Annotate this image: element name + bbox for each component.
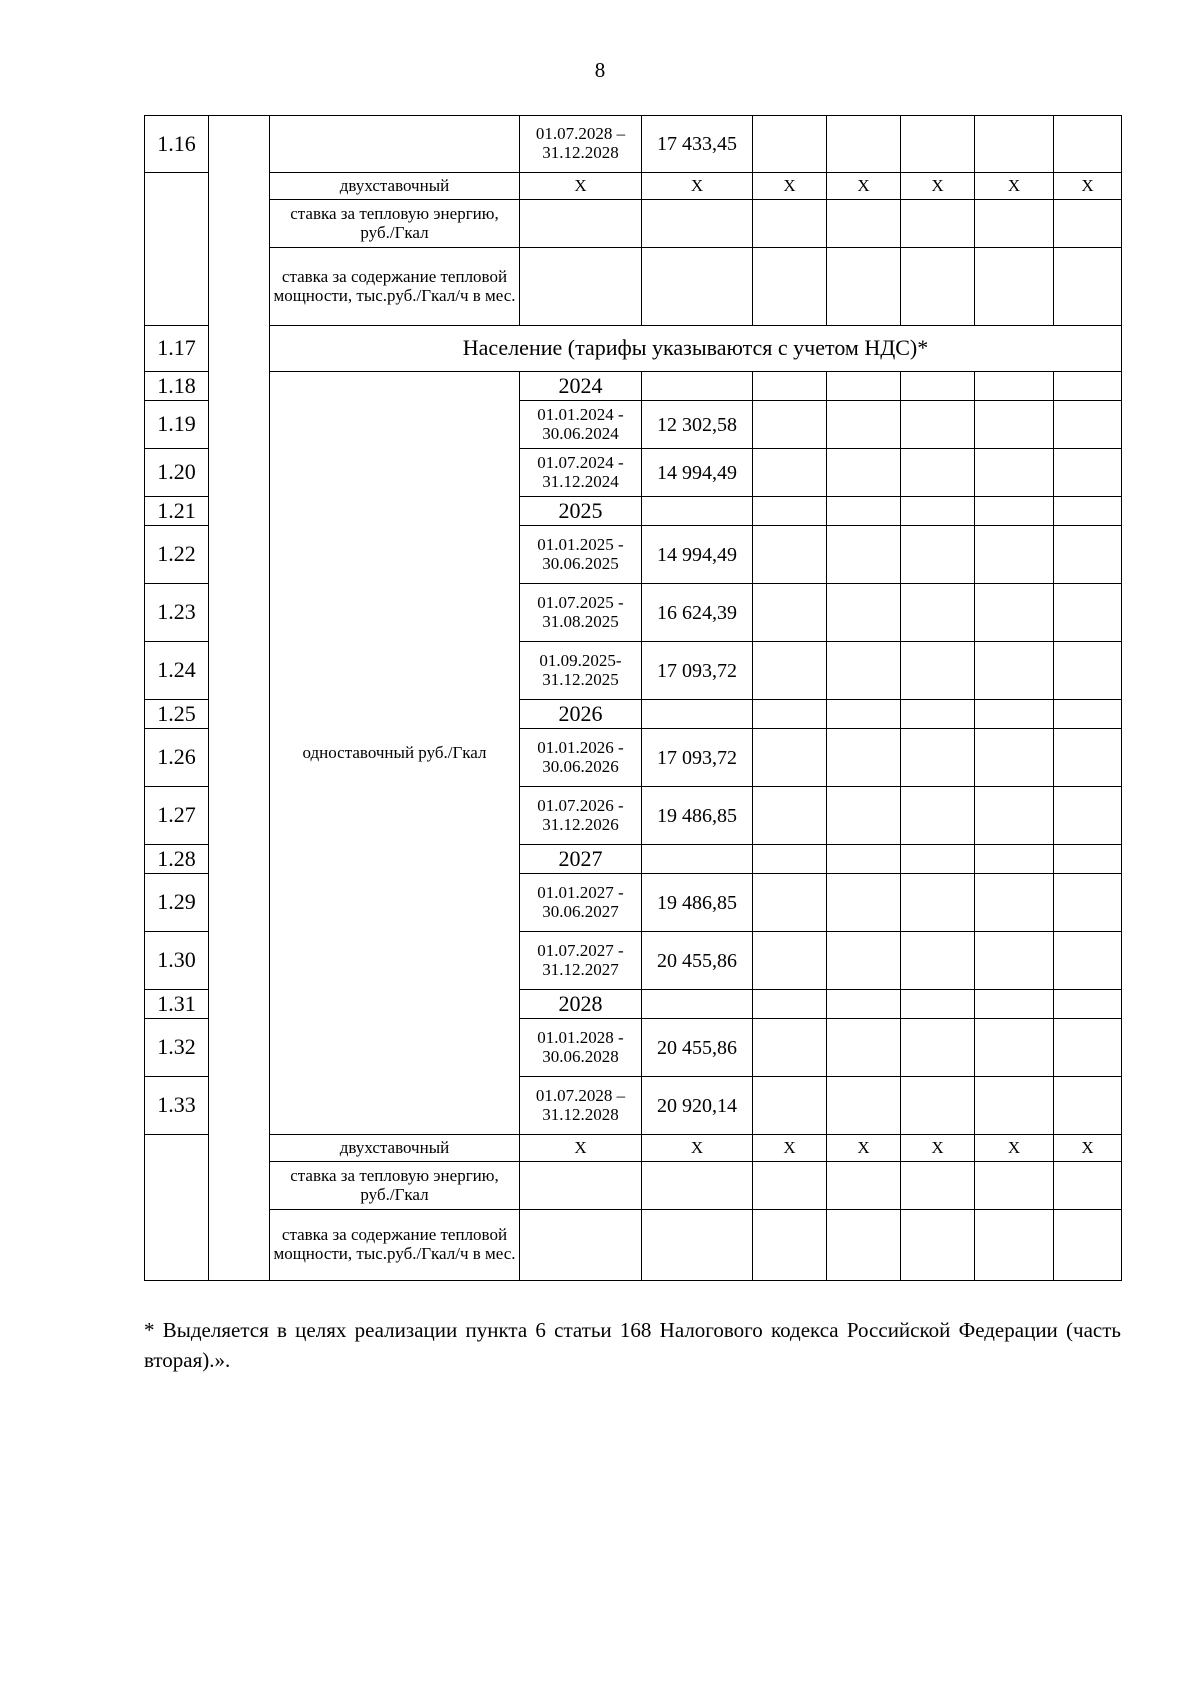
power-rate-label: ставка за содержание тепловой мощности, тыс.руб./Гкал/ч в мес.: [270, 1210, 520, 1281]
x-mark: Х: [827, 173, 901, 200]
period-cell: 01.07.2025 - 31.08.2025: [520, 584, 642, 642]
tariff-value: 19 486,85: [642, 874, 753, 932]
period-cell: 01.07.2024 - 31.12.2024: [520, 449, 642, 497]
x-mark: Х: [642, 1135, 753, 1162]
tariff-value: 17 433,45: [642, 116, 753, 173]
power-rate-label: ставка за содержание тепловой мощности, тыс.руб./Гкал/ч в мес.: [270, 248, 520, 326]
x-mark: Х: [1054, 173, 1122, 200]
tariff-value: 16 624,39: [642, 584, 753, 642]
x-mark: Х: [520, 173, 642, 200]
row-number: 1.30: [145, 932, 209, 990]
period-cell: 01.01.2027 - 30.06.2027: [520, 874, 642, 932]
x-mark: Х: [901, 173, 975, 200]
row-number: 1.21: [145, 497, 209, 526]
x-mark: Х: [1054, 1135, 1122, 1162]
tariff-value: 14 994,49: [642, 526, 753, 584]
tariff-value: 17 093,72: [642, 642, 753, 700]
x-mark: Х: [642, 173, 753, 200]
empty-merged-cell: [209, 116, 270, 1281]
footnote: * Выделяется в целях реализации пункта 6 статьи 168 Налогового кодекса Российской Федерации (часть вторая).».: [144, 1318, 1121, 1373]
table-row: [145, 326, 1122, 372]
tariff-value: 20 920,14: [642, 1077, 753, 1135]
period-cell: 01.01.2025 - 30.06.2025: [520, 526, 642, 584]
x-mark: Х: [827, 1135, 901, 1162]
table-row: [145, 200, 1122, 248]
year-cell: 2025: [520, 497, 642, 526]
table-row: [145, 1210, 1122, 1281]
tariff-value: 14 994,49: [642, 449, 753, 497]
row-number: 1.32: [145, 1019, 209, 1077]
row-number: 1.23: [145, 584, 209, 642]
period-cell: 01.07.2028 – 31.12.2028: [520, 116, 642, 173]
period-cell: 01.07.2026 - 31.12.2026: [520, 787, 642, 845]
row-number: 1.29: [145, 874, 209, 932]
period-cell: 01.01.2024 - 30.06.2024: [520, 401, 642, 449]
row-number: 1.20: [145, 449, 209, 497]
tariff-value: 17 093,72: [642, 729, 753, 787]
page-number: 8: [594, 58, 606, 82]
table-row: [145, 248, 1122, 326]
x-mark: Х: [901, 1135, 975, 1162]
two-rate-label: двухставочный: [270, 1135, 520, 1162]
period-cell: 01.01.2026 - 30.06.2026: [520, 729, 642, 787]
two-rate-label: двухставочный: [270, 173, 520, 200]
year-cell: 2024: [520, 372, 642, 401]
year-cell: 2028: [520, 990, 642, 1019]
tariff-table: [144, 115, 1122, 1281]
period-cell: 01.07.2027 - 31.12.2027: [520, 932, 642, 990]
row-number: 1.26: [145, 729, 209, 787]
population-header: Население (тарифы указываются с учетом НДС)*: [270, 326, 1122, 372]
x-mark: Х: [753, 1135, 827, 1162]
x-mark: Х: [753, 173, 827, 200]
tariff-value: 12 302,58: [642, 401, 753, 449]
table-row: [145, 1135, 1122, 1162]
row-number: 1.18: [145, 372, 209, 401]
tariff-value: 20 455,86: [642, 1019, 753, 1077]
one-rate-label: одноставочный руб./Гкал: [270, 372, 520, 1135]
period-cell: 01.07.2028 – 31.12.2028: [520, 1077, 642, 1135]
x-mark: Х: [975, 1135, 1054, 1162]
year-cell: 2027: [520, 845, 642, 874]
row-number: 1.33: [145, 1077, 209, 1135]
year-cell: 2026: [520, 700, 642, 729]
energy-rate-label: ставка за тепловую энергию, руб./Гкал: [270, 200, 520, 248]
period-cell: 01.01.2028 - 30.06.2028: [520, 1019, 642, 1077]
row-number: 1.24: [145, 642, 209, 700]
row-number: 1.27: [145, 787, 209, 845]
row-number: 1.28: [145, 845, 209, 874]
x-mark: Х: [975, 173, 1054, 200]
x-mark: Х: [520, 1135, 642, 1162]
tariff-value: 19 486,85: [642, 787, 753, 845]
table-row: [145, 372, 1122, 401]
row-number: 1.22: [145, 526, 209, 584]
row-number: 1.19: [145, 401, 209, 449]
period-cell: 01.09.2025- 31.12.2025: [520, 642, 642, 700]
row-number: 1.17: [145, 326, 209, 372]
row-number: 1.16: [145, 116, 209, 173]
row-number: 1.31: [145, 990, 209, 1019]
energy-rate-label: ставка за тепловую энергию, руб./Гкал: [270, 1162, 520, 1210]
tariff-value: 20 455,86: [642, 932, 753, 990]
table-row: [145, 1162, 1122, 1210]
table-row: [145, 173, 1122, 200]
row-number: 1.25: [145, 700, 209, 729]
table-row: [145, 116, 1122, 173]
